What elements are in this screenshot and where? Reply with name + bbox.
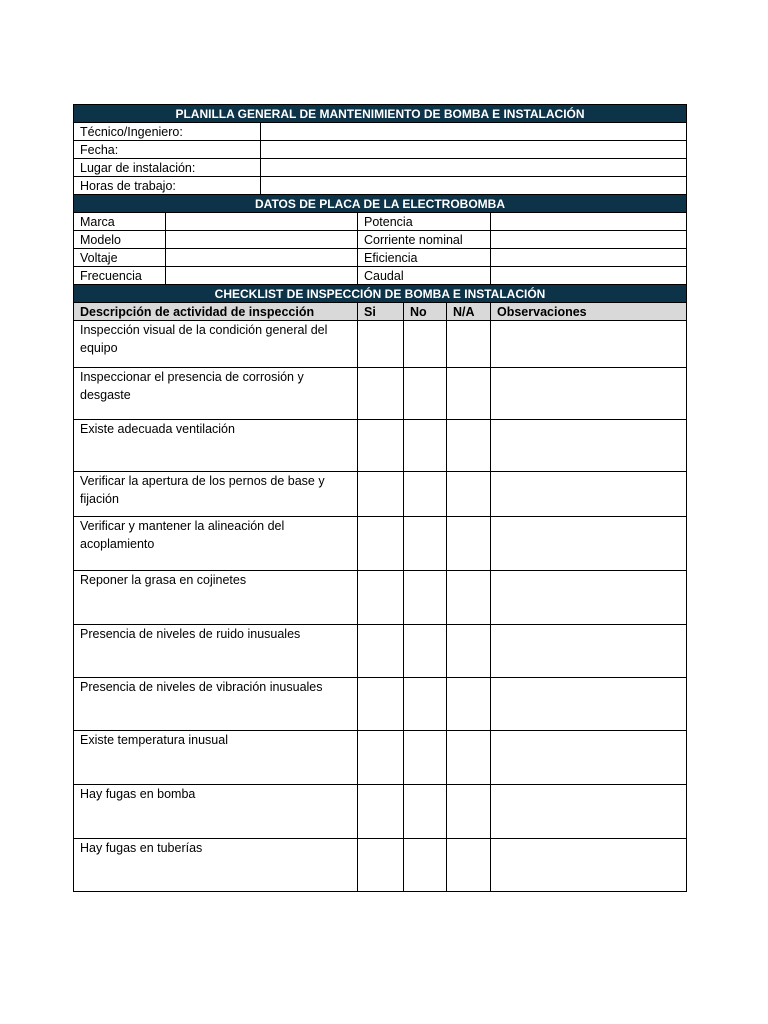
checklist-title: CHECKLIST DE INSPECCIÓN DE BOMBA E INSTALACIÓN	[74, 285, 687, 303]
checklist-cell-na[interactable]	[447, 517, 491, 571]
checklist-cell-na[interactable]	[447, 625, 491, 678]
checklist-cell-yes[interactable]	[358, 839, 404, 892]
checklist-row	[74, 368, 687, 420]
plate-value-power[interactable]	[491, 213, 687, 231]
checklist-cell-na[interactable]	[447, 420, 491, 472]
checklist-cell-yes[interactable]	[358, 368, 404, 420]
plate-value-current[interactable]	[491, 231, 687, 249]
header-description: Descripción de actividad de inspección	[74, 303, 358, 321]
checklist-cell-observations[interactable]	[491, 731, 687, 785]
checklist-cell-na[interactable]	[447, 785, 491, 839]
checklist-cell-observations[interactable]	[491, 321, 687, 368]
checklist-cell-no[interactable]	[404, 678, 447, 731]
field-value-location[interactable]	[261, 159, 687, 177]
checklist-cell-observations[interactable]	[491, 678, 687, 731]
plate-label-voltage: Voltaje	[74, 249, 166, 267]
checklist-cell-no[interactable]	[404, 731, 447, 785]
field-value-date[interactable]	[261, 141, 687, 159]
checklist-row	[74, 785, 687, 839]
checklist-cell-yes[interactable]	[358, 678, 404, 731]
header-yes: Si	[358, 303, 404, 321]
checklist-item-description: Inspeccionar el presencia de corrosión y desgaste	[74, 368, 358, 420]
checklist-cell-yes[interactable]	[358, 785, 404, 839]
checklist-cell-yes[interactable]	[358, 731, 404, 785]
checklist-cell-no[interactable]	[404, 785, 447, 839]
checklist-cell-yes[interactable]	[358, 571, 404, 625]
plate-label-frequency: Frecuencia	[74, 267, 166, 285]
plate-value-model[interactable]	[166, 231, 358, 249]
plate-value-brand[interactable]	[166, 213, 358, 231]
checklist-cell-na[interactable]	[447, 839, 491, 892]
field-label-location: Lugar de instalación:	[74, 159, 261, 177]
maintenance-form	[73, 104, 686, 892]
checklist-body	[74, 321, 687, 892]
plate-title: DATOS DE PLACA DE LA ELECTROBOMBA	[74, 195, 687, 213]
checklist-row	[74, 472, 687, 517]
checklist-item-description: Existe temperatura inusual	[74, 731, 358, 785]
plate-label-current: Corriente nominal	[358, 231, 491, 249]
checklist-cell-no[interactable]	[404, 321, 447, 368]
plate-value-voltage[interactable]	[166, 249, 358, 267]
checklist-cell-observations[interactable]	[491, 517, 687, 571]
checklist-cell-yes[interactable]	[358, 321, 404, 368]
checklist-cell-yes[interactable]	[358, 472, 404, 517]
checklist-cell-observations[interactable]	[491, 625, 687, 678]
checklist-cell-no[interactable]	[404, 517, 447, 571]
checklist-cell-observations[interactable]	[491, 420, 687, 472]
plate-label-power: Potencia	[358, 213, 491, 231]
checklist-row	[74, 839, 687, 892]
checklist-cell-na[interactable]	[447, 678, 491, 731]
checklist-cell-no[interactable]	[404, 472, 447, 517]
checklist-item-description: Reponer la grasa en cojinetes	[74, 571, 358, 625]
checklist-item-description: Presencia de niveles de ruido inusuales	[74, 625, 358, 678]
field-value-technician[interactable]	[261, 123, 687, 141]
general-info-table	[73, 104, 687, 195]
checklist-cell-na[interactable]	[447, 321, 491, 368]
checklist-cell-observations[interactable]	[491, 472, 687, 517]
header-na: N/A	[447, 303, 491, 321]
checklist-table	[73, 284, 687, 892]
checklist-cell-yes[interactable]	[358, 517, 404, 571]
checklist-cell-na[interactable]	[447, 571, 491, 625]
checklist-cell-no[interactable]	[404, 368, 447, 420]
checklist-cell-no[interactable]	[404, 625, 447, 678]
checklist-cell-observations[interactable]	[491, 571, 687, 625]
checklist-row	[74, 571, 687, 625]
checklist-cell-observations[interactable]	[491, 785, 687, 839]
checklist-row	[74, 321, 687, 368]
field-label-hours: Horas de trabajo:	[74, 177, 261, 195]
checklist-item-description: Verificar y mantener la alineación del acoplamiento	[74, 517, 358, 571]
field-label-technician: Técnico/Ingeniero:	[74, 123, 261, 141]
checklist-item-description: Existe adecuada ventilación	[74, 420, 358, 472]
checklist-row	[74, 678, 687, 731]
checklist-row	[74, 731, 687, 785]
field-value-hours[interactable]	[261, 177, 687, 195]
field-label-date: Fecha:	[74, 141, 261, 159]
header-no: No	[404, 303, 447, 321]
plate-label-model: Modelo	[74, 231, 166, 249]
checklist-item-description: Presencia de niveles de vibración inusuales	[74, 678, 358, 731]
checklist-cell-na[interactable]	[447, 731, 491, 785]
checklist-cell-na[interactable]	[447, 472, 491, 517]
checklist-cell-no[interactable]	[404, 571, 447, 625]
plate-data-table	[73, 194, 687, 285]
checklist-row	[74, 517, 687, 571]
checklist-row	[74, 420, 687, 472]
checklist-cell-observations[interactable]	[491, 839, 687, 892]
checklist-cell-yes[interactable]	[358, 420, 404, 472]
checklist-row	[74, 625, 687, 678]
plate-label-flow: Caudal	[358, 267, 491, 285]
checklist-cell-na[interactable]	[447, 368, 491, 420]
plate-label-brand: Marca	[74, 213, 166, 231]
checklist-cell-no[interactable]	[404, 839, 447, 892]
checklist-cell-observations[interactable]	[491, 368, 687, 420]
checklist-header-row	[74, 303, 687, 321]
plate-value-frequency[interactable]	[166, 267, 358, 285]
checklist-item-description: Hay fugas en bomba	[74, 785, 358, 839]
general-title: PLANILLA GENERAL DE MANTENIMIENTO DE BOMBA E INSTALACIÓN	[74, 105, 687, 123]
checklist-item-description: Inspección visual de la condición general del equipo	[74, 321, 358, 368]
plate-value-flow[interactable]	[491, 267, 687, 285]
checklist-cell-yes[interactable]	[358, 625, 404, 678]
plate-label-efficiency: Eficiencia	[358, 249, 491, 267]
checklist-cell-no[interactable]	[404, 420, 447, 472]
checklist-item-description: Hay fugas en tuberías	[74, 839, 358, 892]
header-observations: Observaciones	[491, 303, 687, 321]
plate-value-efficiency[interactable]	[491, 249, 687, 267]
checklist-item-description: Verificar la apertura de los pernos de base y fijación	[74, 472, 358, 517]
